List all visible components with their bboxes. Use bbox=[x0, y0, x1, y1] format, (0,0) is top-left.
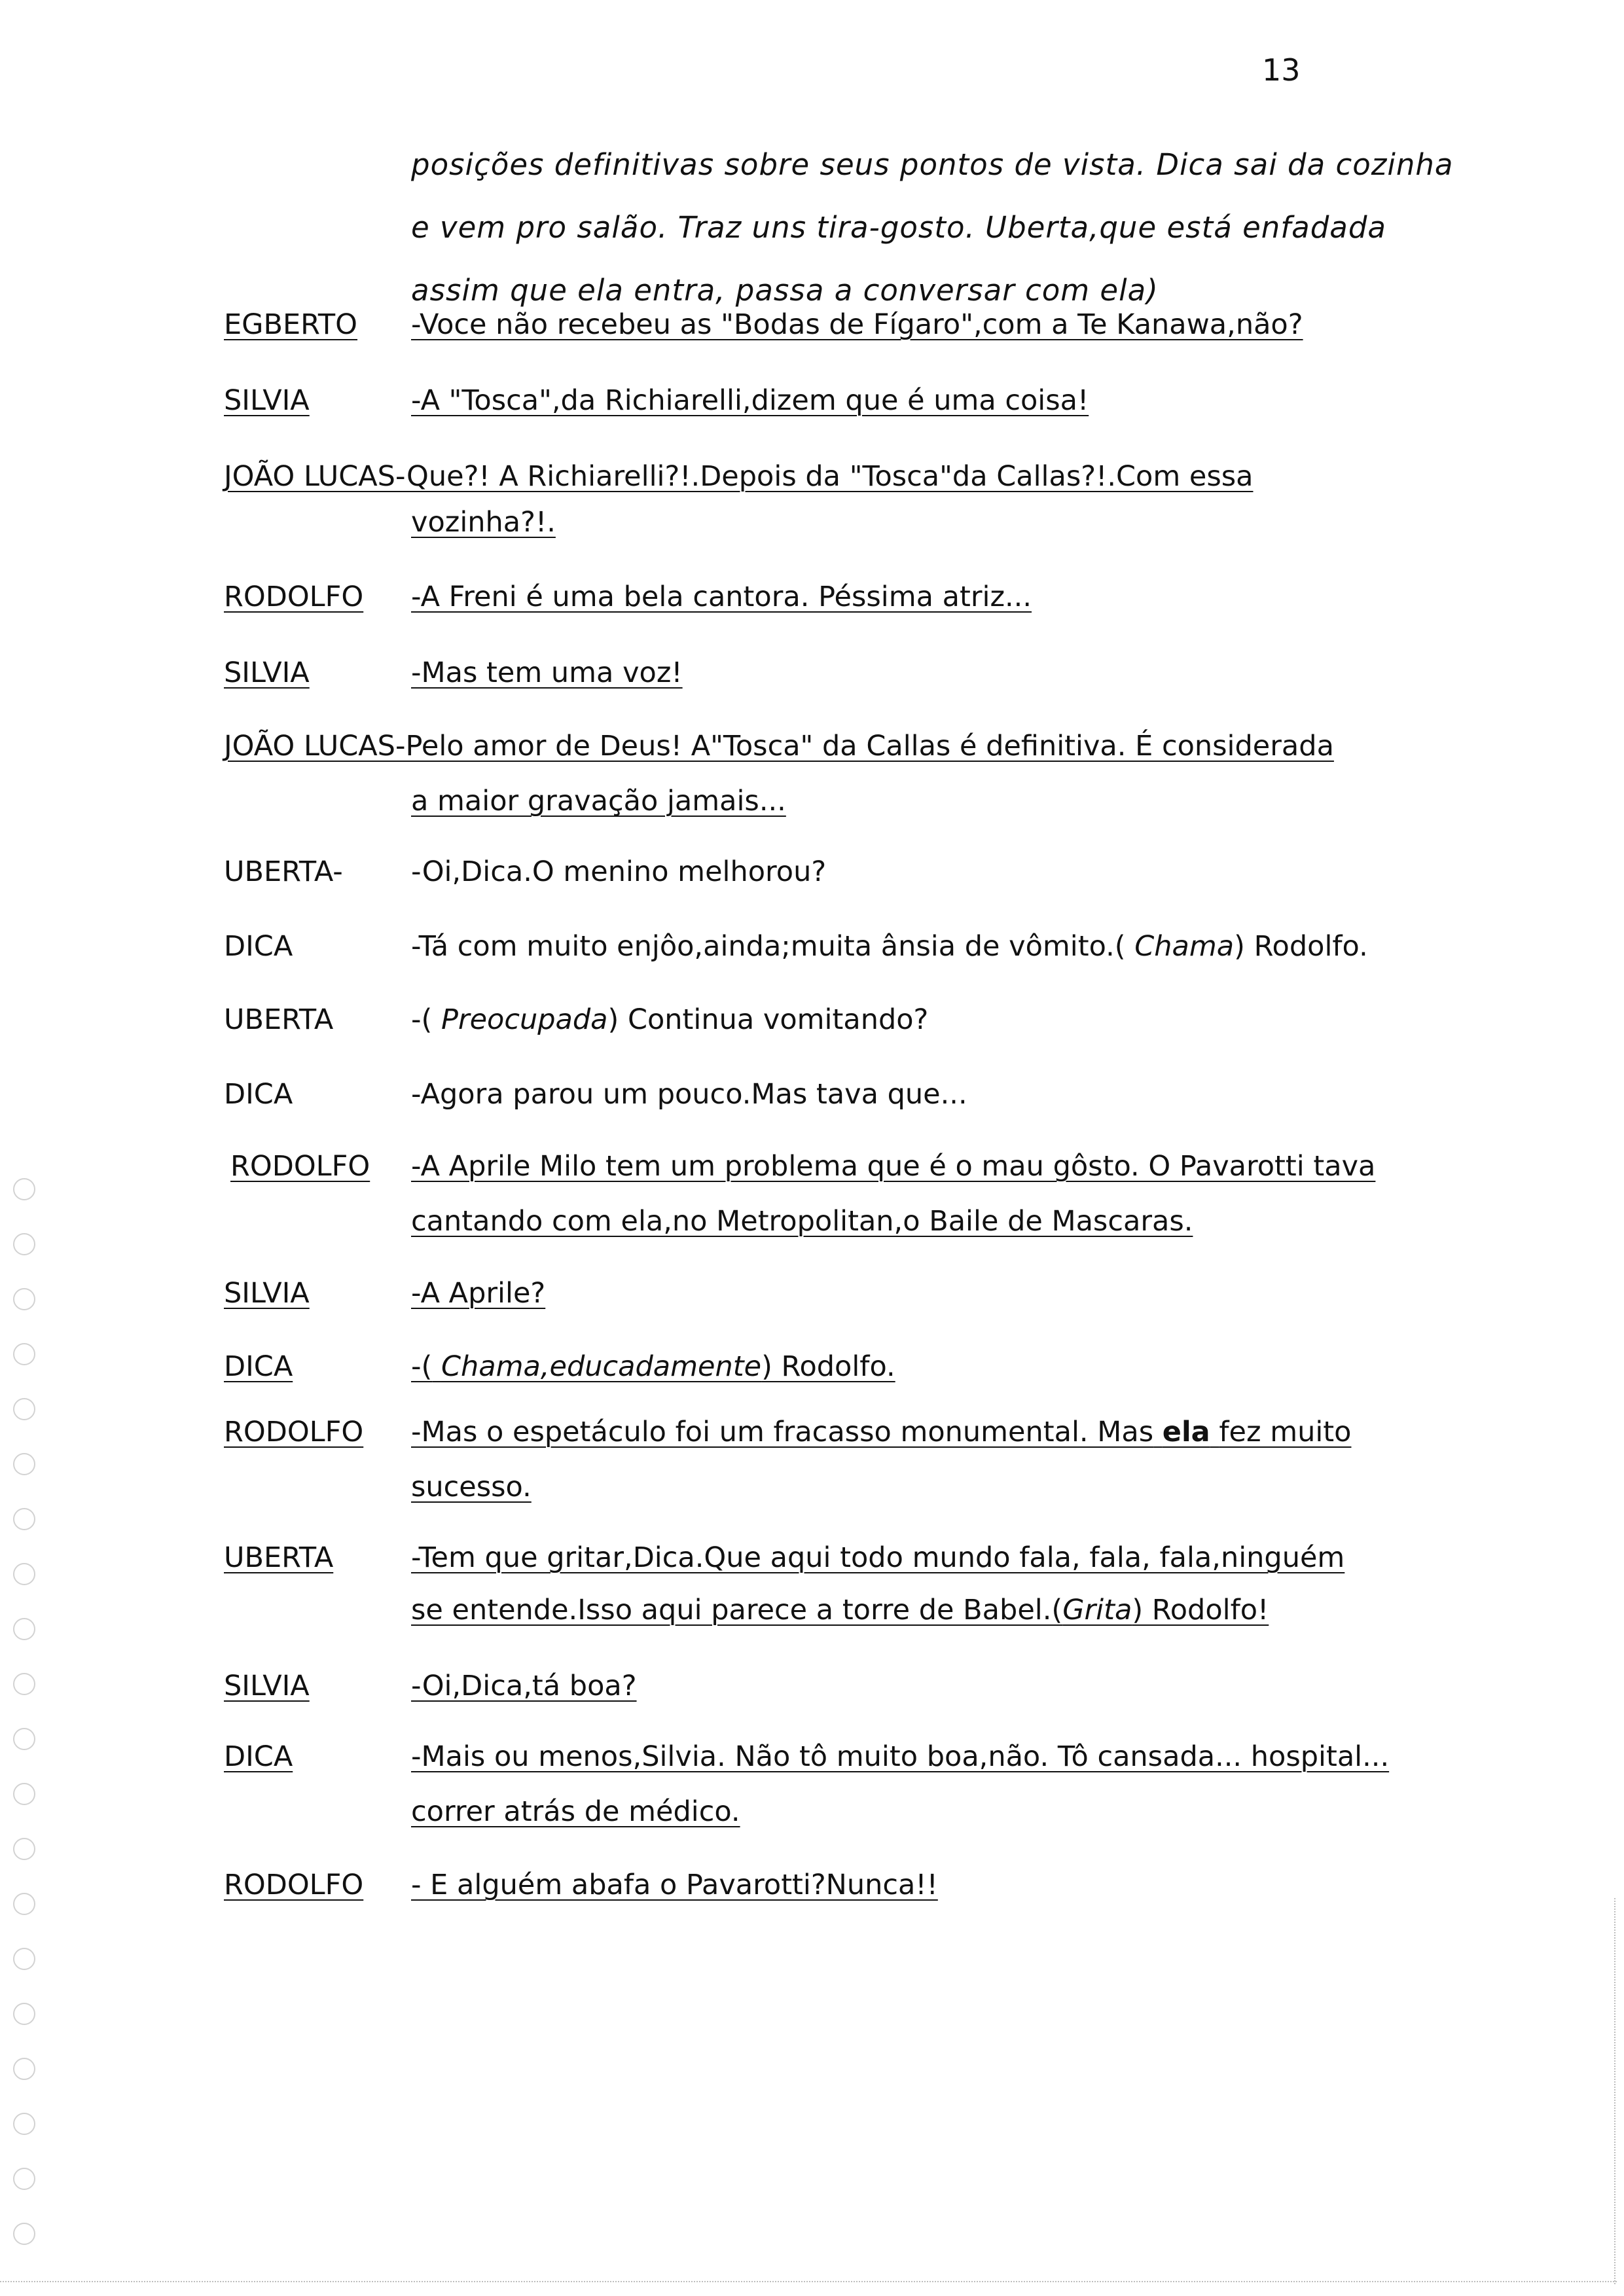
binder-hole bbox=[13, 1673, 35, 1695]
binder-hole bbox=[13, 2058, 35, 2080]
speech-text-part: -( bbox=[411, 1003, 433, 1036]
stage-direction bbox=[411, 134, 1458, 322]
speech-text bbox=[411, 1001, 928, 1038]
speech-text: -A Freni é uma bela cantora. Péssima atriz... bbox=[411, 581, 1032, 613]
speech-text: - E alguém abafa o Pavarotti?Nunca!! bbox=[411, 1869, 938, 1901]
speaker-name: SILVIA bbox=[224, 1670, 310, 1702]
speaker-name: RODOLFO bbox=[230, 1150, 370, 1183]
binder-hole bbox=[13, 2223, 35, 2245]
speech-text: vozinha?!. bbox=[411, 506, 556, 539]
speech-text: cantando com ela,no Metropolitan,o Baile de Mascaras. bbox=[411, 1205, 1193, 1238]
speaker-name: RODOLFO bbox=[224, 1869, 364, 1901]
speaker-name: DICA bbox=[224, 1350, 293, 1383]
binder-hole bbox=[13, 1343, 35, 1365]
speech-text-part: ) Rodolfo. bbox=[1234, 930, 1368, 963]
speech-text: -Tem que gritar,Dica.Que aqui todo mundo fala, fala, fala,ninguém bbox=[411, 1541, 1345, 1574]
speaker-name: SILVIA bbox=[224, 384, 310, 417]
binder-hole bbox=[13, 2003, 35, 2025]
speech-text: sucesso. bbox=[411, 1471, 532, 1503]
binder-hole bbox=[13, 1233, 35, 1255]
stage-direction-inline: Grita bbox=[1062, 1594, 1132, 1626]
speaker-name: SILVIA bbox=[224, 656, 310, 689]
speech-text: -A Aprile Milo tem um problema que é o mau gôsto. O Pavarotti tava bbox=[411, 1150, 1376, 1183]
paper-edge bbox=[1614, 1898, 1615, 2284]
speaker-name: DICA bbox=[224, 1740, 293, 1773]
speech-text: -Mais ou menos,Silvia. Não tô muito boa,não. Tô cansada... hospital... bbox=[411, 1740, 1390, 1773]
speech-text: -A Aprile? bbox=[411, 1277, 546, 1310]
speaker-name: UBERTA bbox=[224, 1541, 334, 1574]
binder-hole bbox=[13, 1838, 35, 1860]
speech-text-part: fez muito bbox=[1219, 1416, 1352, 1448]
stage-direction-line: posições definitivas sobre seus pontos de vista. Dica sai da cozinha bbox=[411, 147, 1454, 182]
speaker-name: DICA bbox=[224, 930, 293, 963]
page-number: 13 bbox=[1262, 52, 1301, 88]
binder-hole bbox=[13, 2113, 35, 2135]
binder-hole bbox=[13, 1783, 35, 1805]
binder-hole bbox=[13, 1508, 35, 1530]
speech-text bbox=[411, 1348, 895, 1385]
speech-text bbox=[411, 1592, 1269, 1628]
binder-hole bbox=[13, 1398, 35, 1420]
speech-text: -Oi,Dica.O menino melhorou? bbox=[411, 855, 827, 888]
stage-direction-inline: Preocupada bbox=[441, 1003, 608, 1036]
speech-text-part: se entende.Isso aqui parece a torre de Babel.( bbox=[411, 1594, 1063, 1626]
speech-text bbox=[411, 1414, 1351, 1450]
speech-text: a maior gravação jamais... bbox=[411, 785, 786, 817]
speech-text: JOÃO LUCAS-Que?! A Richiarelli?!.Depois da "Tosca"da Callas?!.Com essa bbox=[224, 460, 1254, 493]
binder-hole bbox=[13, 1563, 35, 1585]
speech-text-part: ) Continua vomitando? bbox=[607, 1003, 929, 1036]
speech-text-part: -( bbox=[411, 1350, 433, 1383]
emphasis-text: ela bbox=[1162, 1416, 1210, 1448]
speech-text: -Mas tem uma voz! bbox=[411, 656, 683, 689]
speech-text bbox=[411, 928, 1368, 965]
speech-text-part: ) Rodolfo. bbox=[761, 1350, 895, 1383]
stage-direction-inline: Chama bbox=[1134, 930, 1235, 963]
speech-text: -A "Tosca",da Richiarelli,dizem que é uma coisa! bbox=[411, 384, 1089, 417]
binder-hole bbox=[13, 1178, 35, 1200]
speaker-name: UBERTA bbox=[224, 1003, 334, 1036]
speech-text-part: -Mas o espetáculo foi um fracasso monumental. Mas bbox=[411, 1416, 1154, 1448]
speech-text: correr atrás de médico. bbox=[411, 1795, 740, 1828]
speech-text-part: -Tá com muito enjôo,ainda;muita ânsia de vômito.( bbox=[411, 930, 1126, 963]
binder-hole bbox=[13, 1948, 35, 1970]
stage-direction-line: e vem pro salão. Traz uns tira-gosto. Uberta,que está enfadada bbox=[411, 210, 1387, 245]
binder-hole bbox=[13, 1453, 35, 1475]
speaker-name: SILVIA bbox=[224, 1277, 310, 1310]
binder-hole bbox=[13, 1618, 35, 1640]
speech-text: JOÃO LUCAS-Pelo amor de Deus! A"Tosca" da Callas é definitiva. É considerada bbox=[224, 730, 1334, 762]
binder-holes bbox=[13, 1178, 35, 2278]
speaker-name: RODOLFO bbox=[224, 1416, 364, 1448]
speaker-name: EGBERTO bbox=[224, 308, 358, 341]
binder-hole bbox=[13, 1288, 35, 1310]
speaker-name: RODOLFO bbox=[224, 581, 364, 613]
speaker-name: UBERTA- bbox=[224, 855, 343, 888]
speech-text: -Voce não recebeu as "Bodas de Fígaro",com a Te Kanawa,não? bbox=[411, 308, 1303, 341]
speech-text: -Agora parou um pouco.Mas tava que... bbox=[411, 1078, 967, 1111]
stage-direction-inline: Chama,educadamente bbox=[441, 1350, 762, 1383]
paper-edge bbox=[0, 2281, 1617, 2282]
binder-hole bbox=[13, 1893, 35, 1915]
binder-hole bbox=[13, 2168, 35, 2190]
speech-text: -Oi,Dica,tá boa? bbox=[411, 1670, 637, 1702]
speech-text-part: ) Rodolfo! bbox=[1132, 1594, 1269, 1626]
speaker-name: DICA bbox=[224, 1078, 293, 1111]
binder-hole bbox=[13, 1728, 35, 1750]
stage-direction-line: assim que ela entra, passa a conversar com ela) bbox=[411, 273, 1159, 308]
